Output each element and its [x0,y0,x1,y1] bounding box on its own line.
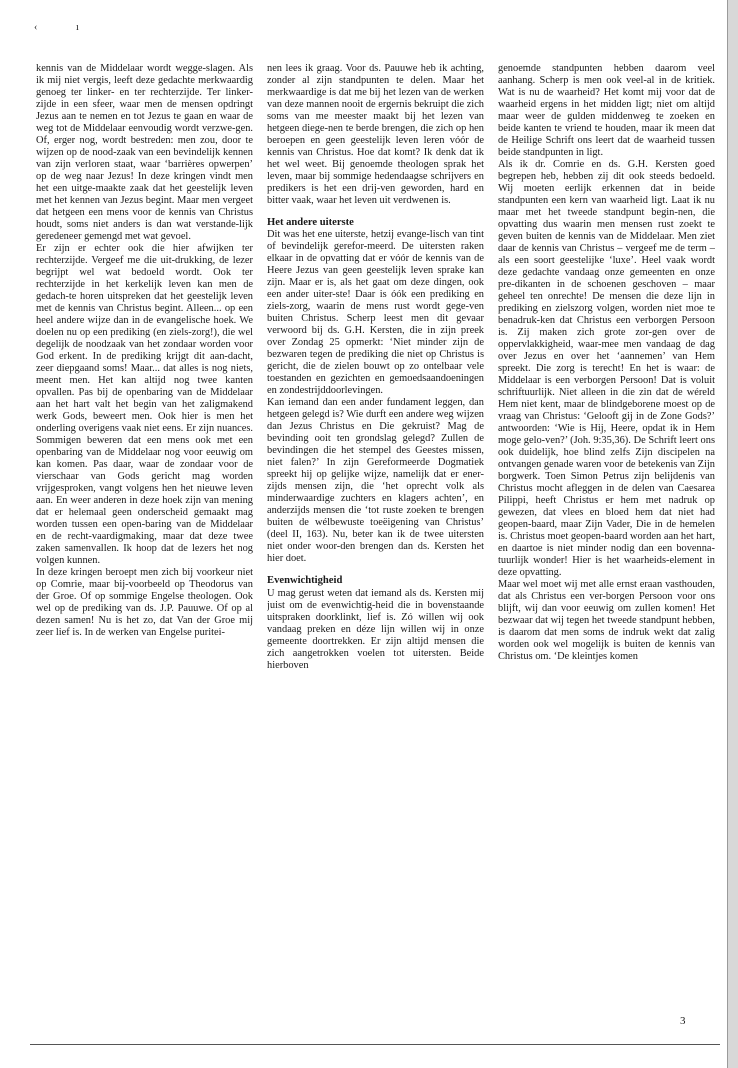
scan-mark-right: ı [76,22,79,33]
paragraph: Kan iemand dan een ander fundament leggen, dan hetgeen gelegd is? Wie durft een andere weg wijzen dan Jezus Christus en Die gekruist? Mag de bevinding ooit ten grondslag gelegd? Zullen de bevindingen die het stempel des Geestes missen, niet falen?’ In zijn Gereformeerde Dogmatiek spreekt hij op gelijke wijze, namelijk dat er ener-zijds mensen zijn, die ‘het oprecht volk als minderwaardige zuchters en klagers achten’, en anderzijds mensen die ‘tot ruste zoeken te brengen buiten de wélbewuste toeëigening van Christus’ (deel II, 163). Nu, beter kan ik de twee uitersten niet onder woor-den brengen dan ds. Kersten het hier doet. [267,397,484,565]
paragraph: Als ik dr. Comrie en ds. G.H. Kersten goed begrepen heb, hebben zij dit ook steeds bedoeld. Wij moeten eerlijk erkennen dat in beide standpunten een kern van waarheid ligt. Laat ik nu maar met het tweede standpunt begin-nen, die opvatting dus waarin men mensen rust zoekt te geven buiten de kennis van de Middelaar. Men ziet daar de kennis van Christus – vergeef me de term – als een soort geestelijke ‘luxe’. Heel vaak wordt deze gedachte vandaag onze gemeenten en onze pre-dikanten in de schoenen geschoven – maar geheel ten onrechte! De mensen die deze lijn in prediking en zielszorg volgen, worden niet moe te benadruk-ken dat Christus een verborgen Persoon is. Zij maken zich grote zor-gen over de oppervlakkigheid, waar-mee men vandaag de dag over Jezus en over het ‘aannemen’ van Hem spreekt. Die zorg is terecht! En het is waar: de Middelaar is een verborgen Persoon! Dat is voluit schriftuurlijk. Niet alleen in die zin dat de wéreld Hem niet kent, maar de blindgeborene moest op de vraag van Christus: ‘Gelooft gij in de Zone Gods?’ antwoorden: ‘Wie is Hij, Heere, opdat ik in Hem moge gelo-ven?’ (Joh. 9:35,36). De Schrift leert ons ook duidelijk, hoe blind zelfs Zijn discipelen na ontvangen genade waren voor de betekenis van Zijn borgwerk. Toen Simon Petrus zijn belijdenis van Christus mocht afleggen in de delen van Caesarea Pilippi, heeft Christus er hem met nadruk op gewezen, dat vlees en bloed hem dat niet had geopen-baard, maar Zijn Vader, Die in de hemelen is. Christus moet geopen-baard worden aan het hart, en daartoe is niet minder nodig dan een bovenna-tuurlijk wonder! Hier is het waarheids-element in deze opvatting. [498,159,715,578]
column-3 [498,63,715,1038]
paragraph: U mag gerust weten dat iemand als ds. Kersten mij juist om de evenwichtig-heid die in bovenstaande uitspraken doorklinkt, lief is. Zó willen wij ook vandaag preken en déze lijn willen wij in onze gemeente doortrekken. Er zijn altijd mensen die zich aangetrokken voelen tot uitersten. Beide hierboven [267,587,484,671]
section-heading: Evenwichtigheid [267,575,343,587]
paragraph: genoemde standpunten hebben daarom veel aanhang. Scherp is men ook veel-al in de kritiek. Wat is nu de waarheid? Het komt mij voor dat de waarheid ergens in het midden ligt; niet om altijd maar weer de gulden middenweg te zoeken en beide kanten te vriend te houden, maar ik meen dat de Heilige Schrift ons leert dat de waarheid tussen beide standpunten in ligt. [498,63,715,158]
paragraph: nen lees ik graag. Voor ds. Pauuwe heb ik achting, zonder al zijn standpunten te delen. Maar het merkwaardige is dat me bij het lezen van de werken van deze mannen nooit de ergernis bekruipt die zich soms van me meester maakt bij het lezen van hetgeen diege-nen te berde brengen, die zich op hen beroepen en geen geestelijk leven leren vóór de kennis van Christus. Hoe dat komt? Ik denk dat ik het wel weet. Bij genoemde theologen sprak het leven, maar bij sommige hedendaagse schrijvers en predikers is het een drij-ven geworden, hard en bitter vaak, waar het leven uit verdwenen is. [267,63,484,206]
paragraph: Maar wel moet wij met alle ernst eraan vasthouden, dat als Christus een ver-borgen Persoon voor ons blijft, wij dan voor eeuwig om zullen komen! Het bezwaar dat wij tegen het tweede standpunt hebben, is daarom dat men soms de indruk wekt dat zalig worden ook wel mogelijk is buiten de kennis van Christus om. ‘De kleintjes komen [498,579,715,662]
article-columns [36,63,720,1038]
column-1 [36,63,253,1038]
paragraph: kennis van de Middelaar wordt wegge-slagen. Als ik mij niet vergis, leeft deze gedachte merkwaardig genoeg ter linker- en ter rechterzijde. Ter linker-zijde in een sfeer, waar men de mensen opdringt Jezus aan te nemen en tot Jezus te gaan en waar de weg tot de Middelaar eenvoudig wordt verzwe-gen. Of, erger nog, wordt bestreden: men zou, door te wijzen op de nood-zaak van een bevindelijk kennen van zijn verloren staat, waar ‘barrières opwerpen’ op de weg naar Jezus! In deze kringen vindt men het een uitge-maakte zaak dat het geestelijk leven met het kennen van Jezus begint. Maar men vergeet dat hetgeen een mens voor de kennis van Christus houdt, soms niet anders is dan wat verstande-lijk geredeneer gemengd met wat gevoel. [36,63,253,242]
paragraph: Dit was het ene uiterste, hetzij evange-lisch van tint of bevindelijk gerefor-meerd. De uitersten raken elkaar in de opvatting dat er vóór de kennis van de Heere Jezus van geen geestelijk leven sprake kan zijn. Maar er is, als het gaat om deze dingen, ook een ander uiter-ste! Daar is óók een prediking en ziels-zorg, waarin de mens rust wordt gege-ven buiten Christus. Scherp leest men dit gevaar verwoord bij ds. G.H. Kersten, die in zijn preek over Zondag 25 opmerkt: ‘Niet minder zijn de bezwaren tegen de prediking die niet op Christus is gericht, die de zielen bouwt op zo ontelbaar vele toestanden en gezichten en gemoedsaandoeningen en zondestrijddoorlevingen. [267,229,484,397]
page-number: 3 [680,1015,686,1027]
column-2 [267,63,484,1038]
scan-mark-left: ‹ [34,22,38,33]
paragraph: Er zijn er echter ook die hier afwijken ter rechterzijde. Vergeef me die uit-drukking, de lezer begrijpt wel wat bedoeld wordt. Ook ter rechterzijde in het kerkelijk leven kan men de gedach-te horen uitspreken dat het geestelijk leven met de kennis van Christus begint. Alleen... op een heel andere wijze dan in de evangelische hoek. We doelen nu op een prediking (en ziels-zorg!), die wel degelijk de noodzaak van het zondaar worden voor God erkent. In de prediking krijgt dit aan-dacht, zeer diepgaand soms! Maar... dat alles is nog niets, meent men. Het kan altijd nog twee kanten opvallen. Pas bij de openbaring van de Middelaar aan het hart valt het begin van het zaligmakend werk Gods, beweert men. Ook hier is men het onderling overigens vaak niet eens. Er zijn nuances. Sommigen beweren dat een mens ook met een openbaring van de Middelaar nog voor eeuwig om kan komen. Pas daar, waar de zondaar voor de vierschaar van Gods gericht mag worden vrijgesproken, vangt volgens hen het nieuwe leven aan. En weer anderen in deze hoek zijn van mening dat er helemaal geen onderscheid gemaakt mag worden tussen een open-baring van de Middelaar en de recht-vaardigmaking, maar dat deze twee zaken samenvallen. Ik hoop dat de lezers het nog volgen kunnen. [36,243,253,566]
paragraph: In deze kringen beroept men zich bij voorkeur niet op Comrie, maar bij-voorbeeld op Theodorus van der Groe. Of op sommige Engelse theologen. Ook wel op de prediking van ds. J.P. Pauuwe. Of op al dezen samen! Nu is het zo, dat Van der Groe mij zeer lief is. In de werken van Engelse puritei- [36,567,253,638]
bottom-rule [30,1044,720,1045]
section-heading: Het andere uiterste [267,217,354,228]
page-edge [728,0,738,1068]
